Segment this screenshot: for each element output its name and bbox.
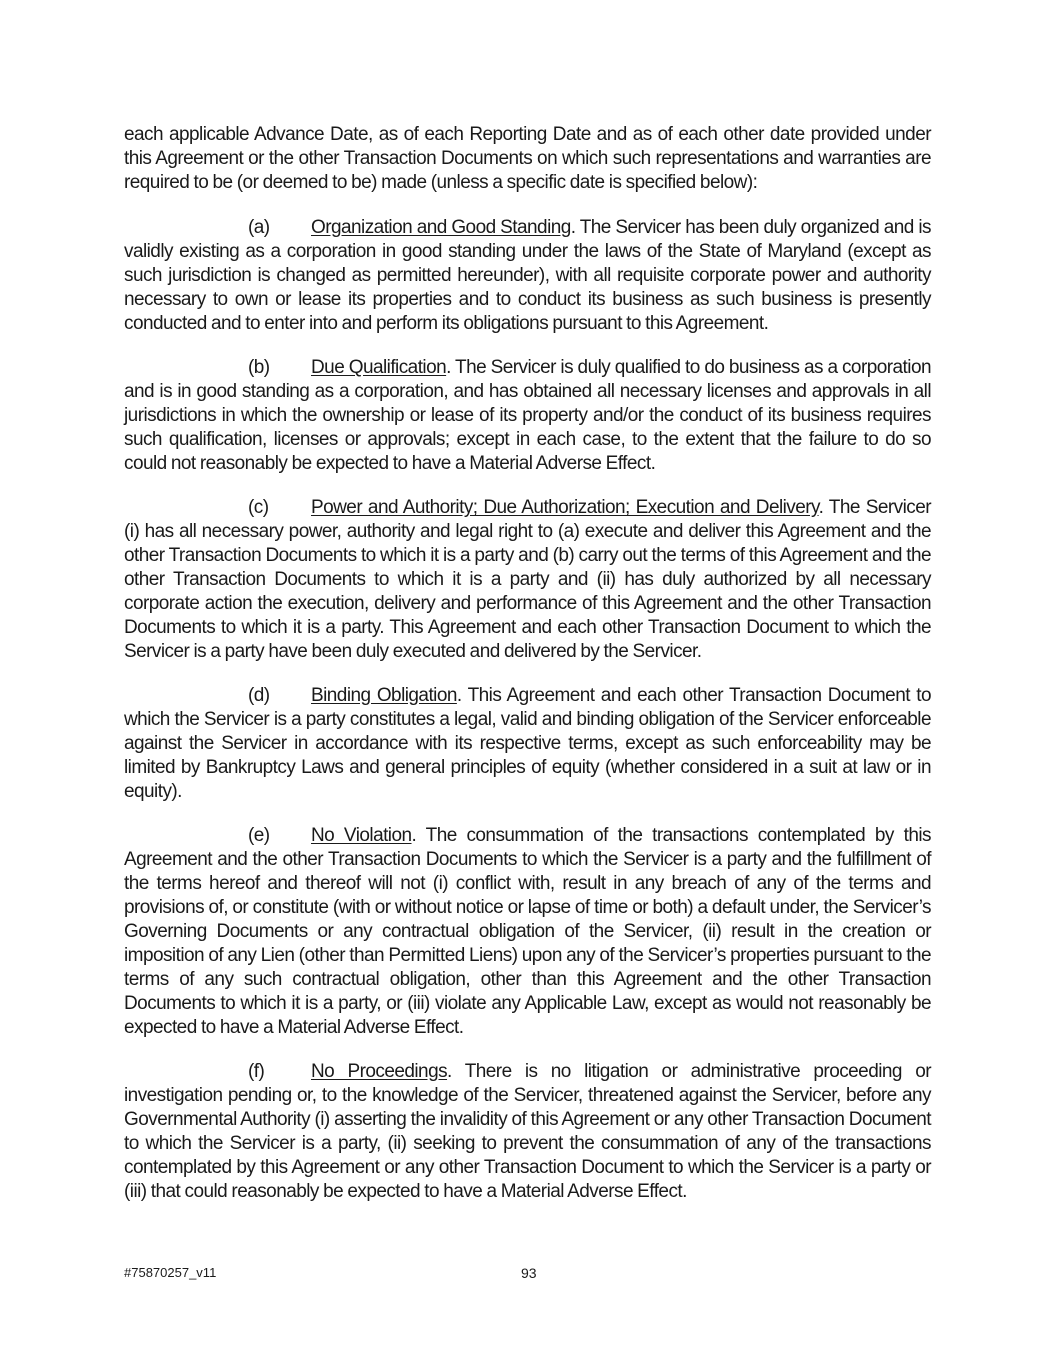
section-b-paragraph: [124, 356, 931, 476]
section-body: . This Agreement and each other Transaction Document to which the Servicer is a party constitutes a legal, valid and binding obligation of the Servicer enforceable against the Servicer in accordance with its respective terms, except as such enforceability may be limited by Bankruptcy Laws and general principles of equity (whether considered in a suit at law or in equity).: [124, 685, 931, 802]
section-a-paragraph: [124, 216, 931, 336]
footer-page-number: 93: [521, 1265, 537, 1281]
section-body: . The Servicer has been duly organized and is validly existing as a corporation in good standing under the laws of the State of Maryland (except as such jurisdiction is changed as permitted hereunder), with all requisite corporate power and authority necessary to own or lease its properties and to conduct its business as such business is presently conducted and to enter into and perform its obligations pursuant to this Agreement.: [124, 217, 931, 334]
section-marker: (a): [248, 217, 270, 238]
section-heading: No Violation: [311, 825, 412, 846]
section-f-paragraph: [124, 1060, 931, 1204]
section-body: . There is no litigation or administrative proceeding or investigation pending or, to the knowledge of the Servicer, threatened against the Servicer, before any Governmental Authority (i) asserting the invalidity of this Agreement or any other Transaction Document to which the Servicer is a party, (ii) seeking to prevent the consummation of any of the transactions contemplated by this Agreement or any other Transaction Document to which the Servicer is a party or (iii) that could reasonably be expected to have a Material Adverse Effect.: [124, 1061, 931, 1202]
section-body: . The Servicer is duly qualified to do business as a corporation and is in good standing as a corporation, and has obtained all necessary licenses and approvals in all jurisdictions in which the ownership or lease of its property and/or the conduct of its business requires such qualification, licenses or approvals; except in each case, to the extent that the failure to do so could not reasonably be expected to have a Material Adverse Effect.: [124, 357, 931, 474]
section-body: . The consummation of the transactions contemplated by this Agreement and the other Transaction Documents to which the Servicer is a party and the fulfillment of the terms hereof and thereof will not (i) conflict with, result in any breach of any of the terms and provisions of, or constitute (with or without notice or lapse of time or both) a default under, the Servicer’s Governing Documents or any contractual obligation of the Servicer, (ii) result in the creation or imposition of any Lien (other than Permitted Liens) upon any of the Servicer’s properties pursuant to the terms of any such contractual obligation, other than this Agreement and the other Transaction Documents to which it is a party, or (iii) violate any Applicable Law, except as would not reasonably be expected to have a Material Adverse Effect.: [124, 825, 931, 1038]
section-heading: Binding Obligation: [311, 685, 457, 706]
section-marker: (c): [248, 497, 269, 518]
footer-document-id: #75870257_v11: [124, 1265, 217, 1280]
section-heading: Due Qualification: [311, 357, 447, 378]
section-body: . The Servicer (i) has all necessary power, authority and legal right to (a) execute and deliver this Agreement and the other Transaction Documents to which it is a party and (b) carry out the terms of this Agreement and the other Transaction Documents to which it is a party and (ii) has duly authorized by all necessary corporate action the execution, delivery and performance of this Agreement and the other Transaction Documents to which it is a party. This Agreement and each other Transaction Document to which the Servicer is a party have been duly executed and delivered by the Servicer.: [124, 497, 931, 662]
section-heading: Organization and Good Standing: [311, 217, 571, 238]
document-body: [124, 123, 931, 1224]
section-heading: No Proceedings: [311, 1061, 448, 1082]
section-heading: Power and Authority; Due Authorization; Execution and Delivery: [311, 497, 819, 518]
section-marker: (f): [248, 1061, 265, 1082]
section-marker: (e): [248, 825, 270, 846]
section-c-paragraph: [124, 496, 931, 664]
section-d-paragraph: [124, 684, 931, 804]
section-marker: (b): [248, 357, 270, 378]
intro-paragraph: each applicable Advance Date, as of each Reporting Date and as of each other date provided under this Agreement or the other Transaction Documents on which such representations and warranties are required to be (or deemed to be) made (unless a specific date is specified below):: [124, 124, 931, 193]
section-e-paragraph: [124, 824, 931, 1040]
section-marker: (d): [248, 685, 270, 706]
